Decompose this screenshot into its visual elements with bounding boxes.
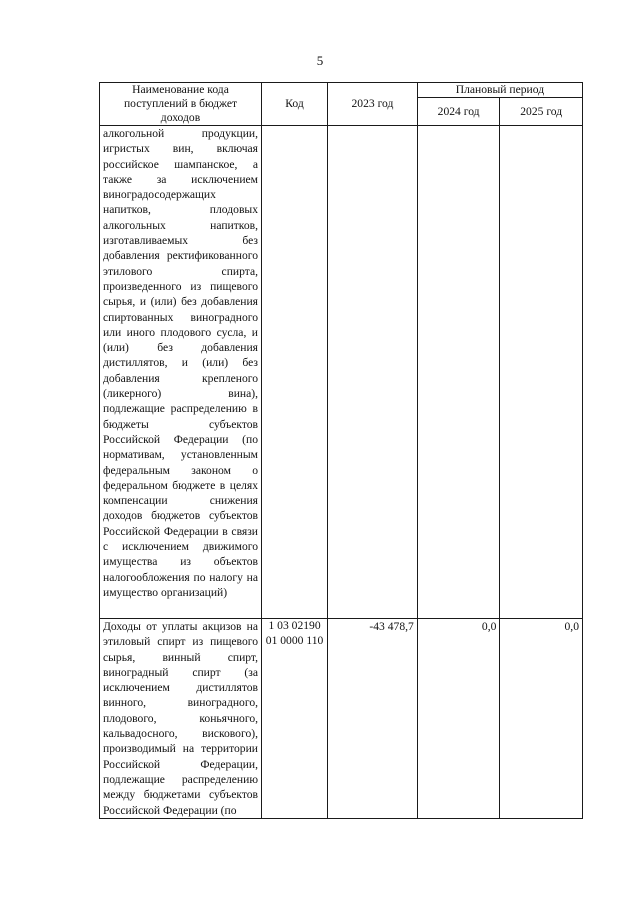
header-planning-period: Плановый период <box>417 83 582 98</box>
header-year-2024: 2024 год <box>417 98 500 126</box>
row-name-cell <box>100 126 262 619</box>
header-year-2023: 2023 год <box>328 83 418 126</box>
row-name-text: Доходы от уплаты акцизов на этиловый спирт из пищевого сырья, винный спирт, виноградный спирт (за исключением дистиллятов винного, виноградного, плодового, коньячного, кальвадосного, вискового), производимый на территории Российской Федерации, подлежащие распределению между бюджетами субъектов Российской Федерации (по <box>103 620 259 817</box>
row-name-cell <box>100 619 262 819</box>
table-row <box>100 126 583 619</box>
table-row <box>100 619 583 819</box>
table-header-row <box>100 83 583 98</box>
row-name-text: алкогольной продукции, игристых вин, включая российское шампанское, а также за исключением виноградосодержащих напитков, плодовых алкогольных напитков, изготавливаемых без добавления ректификованного этилового спирта, произведенного из пищевого сырья, и (или) без добавления спиртованных виноградного или иного плодового сусла, и (или) без добавления дистиллятов, и (или) без добавления крепленого (ликерного) вина), подлежащие распределению в бюджеты субъектов Российской Федерации (по нормативам, установленным федеральным законом о федеральном бюджете в целях компенсации снижения доходов бюджетов субъектов Российской Федерации в связи с исключением движимого имущества из объектов налогообложения по налогу на имущество организаций) <box>103 127 259 599</box>
budget-revenue-table <box>99 82 583 819</box>
header-code: Код <box>262 83 328 126</box>
row-value-2024: 0,0 <box>417 619 500 819</box>
row-value-2023 <box>328 126 418 619</box>
row-value-2023: -43 478,7 <box>328 619 418 819</box>
row-value-2024 <box>417 126 500 619</box>
row-code-cell <box>262 126 328 619</box>
page-number: 5 <box>316 53 324 68</box>
row-value-2025 <box>500 126 583 619</box>
header-name: Наименование кода поступлений в бюджет доходов <box>100 83 262 126</box>
header-year-2025: 2025 год <box>500 98 583 126</box>
row-code-cell: 1 03 02190 01 0000 110 <box>262 619 328 819</box>
row-value-2025: 0,0 <box>500 619 583 819</box>
